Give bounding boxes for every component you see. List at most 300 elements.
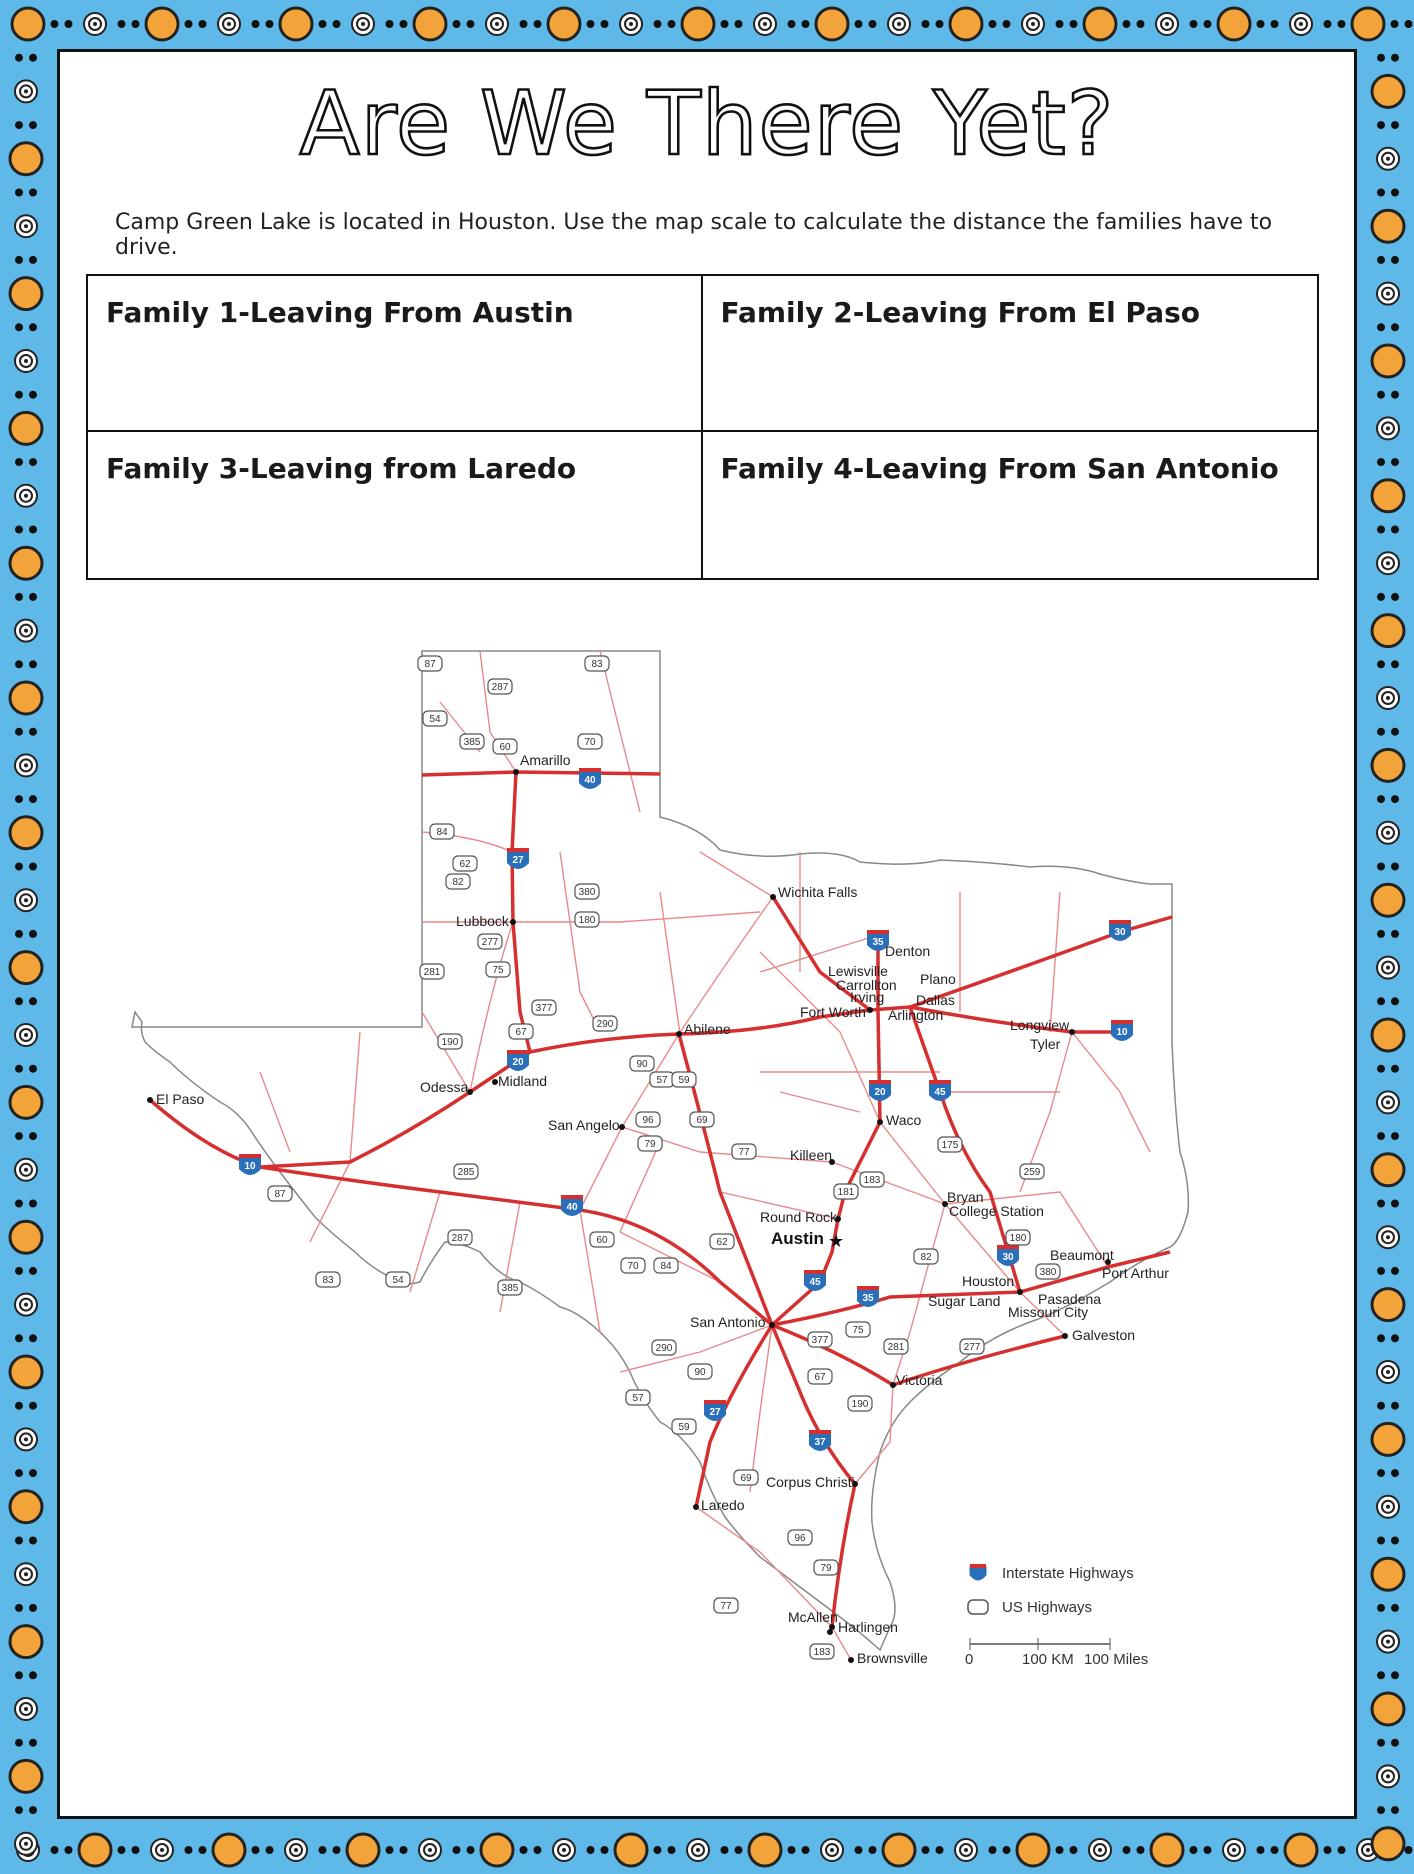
border-dot [280,8,312,40]
us-highway-shield [386,1272,410,1287]
city-killeen: Killeen [790,1147,833,1163]
border-dot [10,1626,42,1658]
us-highway-shield [814,1560,838,1575]
border-dot [1377,795,1385,803]
border-dot [29,1469,37,1477]
city-el-paso: El Paso [156,1091,205,1107]
border-dot [1338,20,1346,28]
us-highway-shield [810,1644,834,1659]
border-dot [1391,121,1399,129]
border-dot [15,1537,23,1545]
border-dot [816,8,848,40]
us-highway-shield [423,711,447,726]
city-dallas: Dallas [916,992,955,1008]
us-highway-shield [672,1419,696,1434]
border-dot [897,22,901,26]
border-dot [601,1846,609,1854]
border-dot [735,1846,743,1854]
border-dot [428,1848,432,1852]
border-dot [1377,189,1385,197]
map-legend [968,1564,1134,1616]
border-dot [1257,20,1265,28]
border-dot [1056,1846,1064,1854]
border-dot [788,20,796,28]
border-dot [400,1846,408,1854]
border-dot [1391,391,1399,399]
border-dot [132,20,140,28]
family-4-cell[interactable]: Family 4-Leaving From San Antonio [720,452,1279,485]
border-dot [414,8,446,40]
border-dot [1386,1774,1390,1778]
border-dot [29,54,37,62]
svg-text:385: 385 [463,737,481,748]
svg-text:180: 180 [578,915,596,926]
svg-text:79: 79 [644,1139,656,1150]
border-dot [10,817,42,849]
border-dot [93,22,97,26]
border-dot [15,526,23,534]
us-highway-shield [672,1072,696,1087]
border-dot [1271,1846,1279,1854]
interstate-shield [997,1245,1019,1266]
city-austin: Austin [771,1229,824,1248]
svg-text:183: 183 [813,1647,831,1658]
border-dot [333,20,341,28]
border-dot [1377,1469,1385,1477]
border-dot [29,121,37,129]
us-highway-shield [509,1024,533,1039]
svg-text:60: 60 [499,742,511,753]
border-dot [964,1848,968,1852]
border-dot [1391,593,1399,601]
interstate-shield [507,848,529,869]
city-pasadena: Pasadena [1038,1291,1102,1307]
border-dot [1377,1739,1385,1747]
interstate-shield [704,1400,726,1421]
border-dot [386,1846,394,1854]
border-dot [1391,256,1399,264]
border-dot [213,1834,245,1866]
svg-text:277: 277 [963,1342,981,1353]
border-dot [10,1086,42,1118]
border-dot [24,1842,28,1846]
city-san-angelo: San Angelo [548,1117,620,1133]
border-dot [467,20,475,28]
border-dot [587,1846,595,1854]
border-dot [1070,1846,1078,1854]
border-dot [29,1537,37,1545]
border-dot [29,660,37,668]
border-dot [146,8,178,40]
border-dot [1377,1334,1385,1342]
border-dot [15,1469,23,1477]
border-dot [1391,1132,1399,1140]
border-dot [29,458,37,466]
city-waco: Waco [886,1112,922,1128]
border-dot [1165,22,1169,26]
border-dot [199,1846,207,1854]
border-dot [788,1846,796,1854]
border-dot [1386,1370,1390,1374]
border-dot [481,1834,513,1866]
border-dot [1137,20,1145,28]
border-dot [1391,1469,1399,1477]
border-dot [534,1846,542,1854]
svg-text:67: 67 [814,1372,826,1383]
family-answer-table [86,274,1319,580]
svg-text:385: 385 [501,1283,519,1294]
border-dot [989,1846,997,1854]
border-dot [1372,210,1404,242]
us-highway-shield [1020,1164,1044,1179]
border-dot [15,1806,23,1814]
us-highway-shield [732,1144,756,1159]
border-dot [1377,1806,1385,1814]
border-dot [749,1834,781,1866]
us-highway-shield [914,1249,938,1264]
border-dot [922,20,930,28]
border-dot [1391,1334,1399,1342]
border-dot [1377,1200,1385,1208]
border-dot [682,8,714,40]
border-dot [721,1846,729,1854]
border-dot [1377,593,1385,601]
us-highway-shield [714,1598,738,1613]
svg-text:183: 183 [863,1175,881,1186]
border-dot [615,1834,647,1866]
family-2-cell[interactable]: Family 2-Leaving From El Paso [703,276,1318,432]
border-dot [1338,1846,1346,1854]
family-1-cell[interactable]: Family 1-Leaving From Austin [88,276,703,432]
border-dot [1377,1267,1385,1275]
us-highway-shield [1036,1264,1060,1279]
interstate-shield [561,1195,583,1216]
us-highway-shield [654,1258,678,1273]
city-mcallen: McAllen [788,1609,838,1625]
border-dot [1391,728,1399,736]
us-highway-shield [593,1016,617,1031]
border-dot [1372,75,1404,107]
svg-text:285: 285 [457,1167,475,1178]
border-dot [735,20,743,28]
border-dot [29,863,37,871]
legend-interstate-label: Interstate Highways [1002,1565,1134,1582]
border-dot [453,1846,461,1854]
border-dot [696,1848,700,1852]
family-3-cell[interactable]: Family 3-Leaving from Laredo [88,432,703,578]
border-dot [1285,1834,1317,1866]
city-odessa: Odessa [420,1079,469,1095]
interstate-shield [929,1080,951,1101]
border-dot [15,660,23,668]
border-dot [29,1267,37,1275]
border-dot [1386,561,1390,565]
interstate-shield [869,1080,891,1101]
border-dot [1386,292,1390,296]
border-dot [1377,391,1385,399]
border-dot [989,20,997,28]
us-highway-shield [638,1136,662,1151]
city-port-arthur: Port Arthur [1102,1265,1169,1281]
border-dot [1372,1154,1404,1186]
border-dot [830,1848,834,1852]
city-victoria: Victoria [896,1372,943,1388]
border-dot [1056,20,1064,28]
border-dot [15,1200,23,1208]
svg-text:90: 90 [694,1367,706,1378]
svg-text:70: 70 [627,1261,639,1272]
us-highway-shield [453,856,477,871]
border-dot [587,20,595,28]
border-dot [1391,1671,1399,1679]
us-highway-shield [460,734,484,749]
border-dot [1366,1848,1370,1852]
svg-text:259: 259 [1023,1167,1041,1178]
border-dot [199,20,207,28]
border-dot [1391,458,1399,466]
border-dot [1372,1423,1404,1455]
border-dot [1377,997,1385,1005]
border-dot [10,278,42,310]
border-dot [922,1846,930,1854]
border-dot [467,1846,475,1854]
city-corpus-christi: Corpus Christi [766,1474,855,1490]
border-dot [629,22,633,26]
city-plano: Plano [920,971,956,987]
border-dot [1372,1019,1404,1051]
city-houston: Houston [962,1273,1015,1289]
svg-text:20: 20 [512,1057,524,1068]
border-dot [1372,749,1404,781]
svg-text:87: 87 [424,659,436,670]
map-scale [965,1638,1148,1668]
svg-text:290: 290 [596,1019,614,1030]
border-dot [24,1168,28,1172]
border-dot [252,20,260,28]
svg-text:87: 87 [274,1189,286,1200]
border-dot [1031,22,1035,26]
border-dot [51,20,59,28]
border-dot [65,20,73,28]
border-dot [1299,22,1303,26]
city-college-station: College Station [949,1203,1044,1219]
border-dot [1377,728,1385,736]
border-dot [1372,1289,1404,1321]
border-dot [1377,256,1385,264]
border-dot [1204,20,1212,28]
border-dot [29,593,37,601]
us-highway-shield [1006,1230,1030,1245]
border-dot [654,20,662,28]
border-dot [24,629,28,633]
border-dot [855,1846,863,1854]
border-dot [24,89,28,93]
us-highway-shield [808,1332,832,1347]
border-dot [1391,1065,1399,1073]
border-dot [29,1065,37,1073]
border-dot [548,8,580,40]
border-dot [1372,345,1404,377]
border-dot [1391,1806,1399,1814]
border-dot [869,1846,877,1854]
border-dot [1377,54,1385,62]
scale-zero: 0 [965,1651,974,1668]
svg-text:287: 287 [451,1233,469,1244]
border-dot [15,121,23,129]
interstate-shield [809,1430,831,1451]
border-dot [118,1846,126,1854]
city-harlingen: Harlingen [838,1619,898,1635]
border-dot [29,1402,37,1410]
border-dot [333,1846,341,1854]
svg-text:175: 175 [941,1140,959,1151]
border-dot [24,224,28,228]
svg-text:45: 45 [934,1087,946,1098]
border-dot [29,323,37,331]
border-dot [1391,323,1399,331]
border-dot [24,494,28,498]
border-dot [29,1739,37,1747]
svg-text:60: 60 [596,1235,608,1246]
us-highway-shield [710,1234,734,1249]
us-highway-shield [652,1340,676,1355]
border-dot [1190,20,1198,28]
svg-text:69: 69 [740,1473,752,1484]
border-dot [24,898,28,902]
border-dot [1377,863,1385,871]
border-dot [1391,1739,1399,1747]
svg-text:59: 59 [678,1075,690,1086]
border-dot [1377,1671,1385,1679]
border-dot [534,20,542,28]
svg-text:380: 380 [1039,1267,1057,1278]
border-dot [802,1846,810,1854]
border-dot [266,1846,274,1854]
texas-highway-map [60,592,1360,1822]
border-dot [1372,480,1404,512]
border-dot [601,20,609,28]
border-dot [160,1848,164,1852]
border-dot [29,930,37,938]
star-icon: ★ [828,1231,845,1252]
border-dot [668,1846,676,1854]
svg-text:77: 77 [738,1147,750,1158]
us-highway-shield [590,1232,614,1247]
border-dot [10,143,42,175]
border-dot [1271,20,1279,28]
border-dot [1405,20,1413,28]
border-dot [29,526,37,534]
interstate-shield [579,768,601,789]
instructions-text: Camp Green Lake is located in Houston. Use the map scale to calculate the distance the families have to drive. [115,210,1273,260]
us-highway-shield [498,1280,522,1295]
border-dot [1084,8,1116,40]
city-carrollton: Carrollton [836,977,897,993]
svg-text:190: 190 [851,1399,869,1410]
border-dot [1204,1846,1212,1854]
us-highway-shield [860,1172,884,1187]
us-highway-shield [960,1339,984,1354]
svg-text:75: 75 [852,1325,864,1336]
border-dot [29,1334,37,1342]
border-dot [763,22,767,26]
border-dot [1190,1846,1198,1854]
border-dot [855,20,863,28]
border-dot [1017,1834,1049,1866]
border-dot [118,20,126,28]
border-dot [24,1437,28,1441]
svg-text:181: 181 [837,1187,855,1198]
interstate-shield-icon [970,1564,986,1568]
us-highway-shield [438,1034,462,1049]
scale-km: 100 KM [1022,1651,1074,1668]
border-dot [1003,1846,1011,1854]
border-dot [883,1834,915,1866]
border-dot [79,1834,111,1866]
city-laredo: Laredo [701,1497,745,1513]
border-dot [1377,323,1385,331]
border-dot [1377,458,1385,466]
border-dot [950,8,982,40]
border-dot [10,1491,42,1523]
city-amarillo: Amarillo [520,752,571,768]
us-highway-shield [448,1230,472,1245]
border-dot [520,1846,528,1854]
city-round-rock: Round Rock [760,1209,838,1225]
us-highway-shield [430,824,454,839]
border-dot [15,593,23,601]
svg-text:57: 57 [632,1393,644,1404]
border-dot [29,256,37,264]
interstate-shield [239,1154,261,1175]
interstate-shield [804,1270,826,1291]
border-dot [400,20,408,28]
city-denton: Denton [885,943,931,959]
us-highway-shield [734,1470,758,1485]
border-dot [24,1033,28,1037]
city-lubbock: Lubbock [456,913,509,929]
worksheet-content [57,49,1357,1819]
svg-text:77: 77 [720,1601,732,1612]
border-dot [1070,20,1078,28]
border-dot [15,1267,23,1275]
border-dot [29,189,37,197]
svg-text:83: 83 [591,659,603,670]
svg-text:377: 377 [811,1335,829,1346]
border-dot [1377,526,1385,534]
svg-text:82: 82 [920,1252,932,1263]
border-dot [1377,1402,1385,1410]
border-dot [1386,1235,1390,1239]
svg-text:190: 190 [441,1037,459,1048]
border-dot [386,20,394,28]
city-lewisville: Lewisville [828,963,888,979]
city-arlington: Arlington [888,1007,944,1023]
border-dot [495,22,499,26]
border-dot [802,20,810,28]
border-dot [10,547,42,579]
border-dot [29,997,37,1005]
border-dot [1391,997,1399,1005]
border-dot [24,1572,28,1576]
svg-text:10: 10 [1116,1027,1128,1038]
border-dot [24,359,28,363]
border-dot [1098,1848,1102,1852]
border-dot [1377,1604,1385,1612]
border-dot [1391,20,1399,28]
border-dot [1386,1505,1390,1509]
border-dot [1391,526,1399,534]
